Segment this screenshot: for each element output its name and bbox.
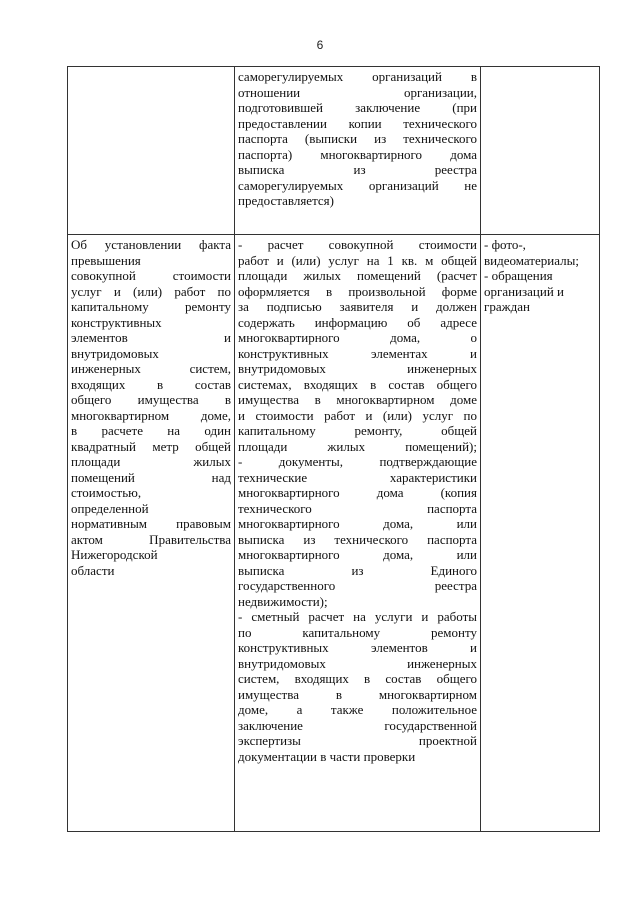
text-line: услуг и (или) работ по bbox=[71, 283, 231, 299]
text-line: выписка из реестра bbox=[238, 162, 477, 177]
text-line: системах, входящих в состав общего bbox=[238, 376, 477, 392]
text-line: государственного реестра bbox=[238, 578, 477, 593]
text-line: экспертизы проектной bbox=[238, 733, 477, 748]
text-line: доме, а также положительное bbox=[238, 702, 477, 717]
text-line: за подписью заявителя и должен bbox=[238, 299, 477, 314]
text-line: технического паспорта bbox=[238, 500, 477, 516]
text-line: - фото-, bbox=[484, 237, 526, 252]
text-line: документации в части проверки bbox=[238, 748, 416, 764]
text-line: видеоматериалы; bbox=[484, 252, 579, 268]
text-line: саморегулируемых организаций не bbox=[238, 177, 477, 193]
text-line: стоимостью, bbox=[71, 485, 142, 500]
text-line: элементов и bbox=[71, 330, 231, 345]
text-line: - документы, подтверждающие bbox=[238, 454, 477, 469]
text-line: общего имущества в bbox=[71, 392, 231, 407]
text-line: систем, входящих в состав общего bbox=[238, 671, 477, 686]
table-cell-materials bbox=[481, 235, 600, 832]
text-line: предоставлении копии технического bbox=[238, 115, 477, 131]
text-line: оформляется в произвольной форме bbox=[238, 283, 477, 299]
text-line: внутридомовых bbox=[71, 345, 159, 361]
text-line: содержать информацию об адресе bbox=[238, 314, 477, 330]
text-line: многоквартирном доме, bbox=[71, 407, 231, 423]
text-line: площади жилых bbox=[71, 454, 231, 469]
text-line: организаций и bbox=[484, 283, 564, 299]
text-line: определенной bbox=[71, 500, 149, 516]
text-line: саморегулируемых организаций в bbox=[238, 69, 477, 84]
text-line: - расчет совокупной стоимости bbox=[238, 237, 477, 252]
table-cell-materials bbox=[481, 67, 600, 235]
text-line: имущества в многоквартирном bbox=[238, 686, 477, 702]
text-line: конструктивных элементов и bbox=[238, 640, 477, 655]
text-line: актом Правительства bbox=[71, 531, 231, 547]
text-line: подготовившей заключение (при bbox=[238, 100, 477, 115]
text-line: предоставляется) bbox=[238, 193, 334, 208]
text-line: площади жилых помещений (расчет bbox=[238, 268, 477, 283]
text-line: Нижегородской bbox=[71, 547, 158, 562]
text-line: капитальному ремонту bbox=[71, 299, 231, 314]
text-line: выписка из Единого bbox=[238, 562, 477, 578]
text-line: квадратный метр общей bbox=[71, 438, 231, 454]
table-row bbox=[68, 235, 600, 832]
text-line: граждан bbox=[484, 299, 530, 314]
text-line: площади жилых помещений); bbox=[238, 438, 477, 454]
text-line: нормативным правовым bbox=[71, 516, 231, 531]
text-line: входящих в состав bbox=[71, 376, 231, 392]
text-line: недвижимости); bbox=[238, 593, 328, 609]
text-line: работ и (или) услуг на 1 кв. м общей bbox=[238, 252, 477, 268]
text-line: выписка из технического паспорта bbox=[238, 531, 477, 547]
text-line: области bbox=[71, 562, 115, 578]
text-line: конструктивных bbox=[71, 314, 162, 330]
table-row bbox=[68, 67, 600, 235]
text-line: многоквартирного дома, или bbox=[238, 547, 477, 562]
document-table bbox=[67, 66, 600, 832]
text-line: - обращения bbox=[484, 268, 553, 283]
page-number: 6 bbox=[316, 38, 324, 52]
text-line: многоквартирного дома, о bbox=[238, 330, 477, 345]
table-cell-service bbox=[68, 235, 235, 832]
text-line: и стоимости работ и (или) услуг по bbox=[238, 407, 477, 423]
text-line: помещений над bbox=[71, 469, 231, 485]
text-line: технические характеристики bbox=[238, 469, 477, 485]
text-line: инженерных систем, bbox=[71, 361, 231, 376]
text-line: Об установлении факта bbox=[71, 237, 231, 252]
text-line: заключение государственной bbox=[238, 717, 477, 733]
table-cell-service bbox=[68, 67, 235, 235]
text-line: внутридомовых инженерных bbox=[238, 655, 477, 671]
text-line: многоквартирного дома, или bbox=[238, 516, 477, 531]
text-line: внутридомовых инженерных bbox=[238, 361, 477, 376]
text-line: конструктивных элементах и bbox=[238, 345, 477, 361]
text-line: отношении организации, bbox=[238, 84, 477, 100]
text-line: совокупной стоимости bbox=[71, 268, 231, 283]
table-cell-documents bbox=[235, 67, 481, 235]
text-line: в расчете на один bbox=[71, 423, 231, 438]
text-line: превышения bbox=[71, 252, 141, 268]
text-line: многоквартирного дома (копия bbox=[238, 485, 477, 500]
table-cell-documents bbox=[235, 235, 481, 832]
text-line: паспорта (выписки из технического bbox=[238, 131, 477, 146]
text-line: по капитальному ремонту bbox=[238, 624, 477, 640]
text-line: капитальному ремонту, общей bbox=[238, 423, 477, 438]
text-line: - сметный расчет на услуги и работы bbox=[238, 609, 477, 624]
text-line: паспорта) многоквартирного дома bbox=[238, 146, 477, 162]
text-line: имущества в многоквартирном доме bbox=[238, 392, 477, 407]
